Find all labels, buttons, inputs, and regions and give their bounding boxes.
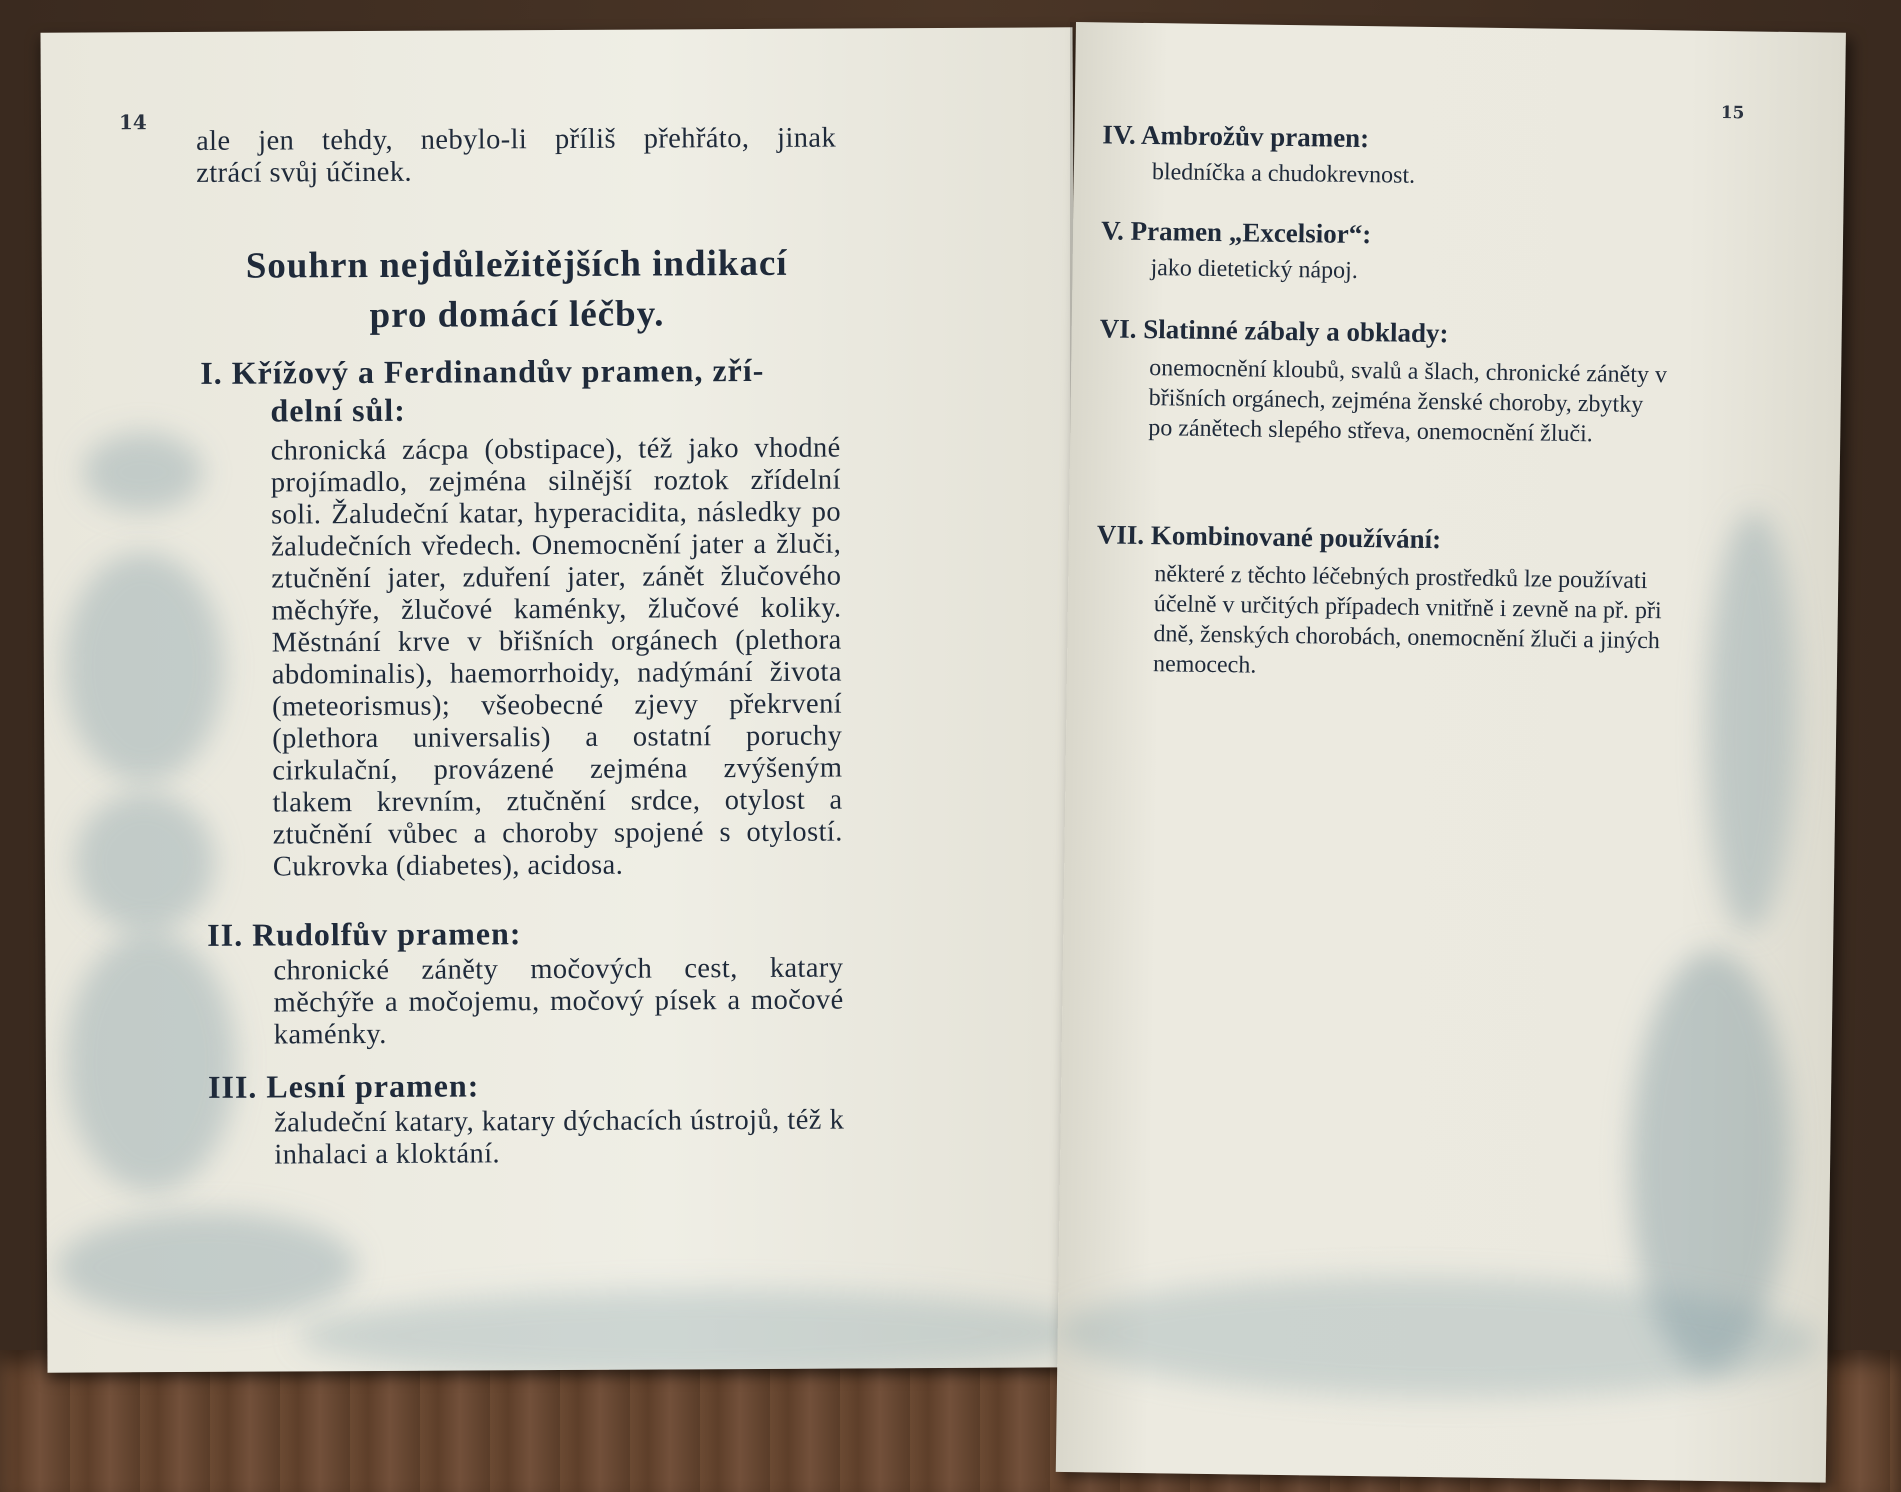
section-iii <box>208 1065 845 1172</box>
wash-cloud <box>83 432 203 513</box>
section-iv <box>1102 118 1673 194</box>
title-line: pro domácí léčby. <box>369 293 665 336</box>
section-heading: VI. Slatinné zábaly a obklady: <box>1099 313 1449 349</box>
wash-cloud <box>74 792 215 933</box>
wash-cloud <box>63 552 224 783</box>
intro-line: ztrácí svůj účinek. <box>196 156 413 189</box>
section-body: onemocnění kloubů, svalů a šlach, chronické záněty v břišních orgánech, zejména ženské choroby, zbytky po zánětech slepého střeva, onemocnění žluči. <box>1148 355 1668 448</box>
left-page <box>40 27 1079 1372</box>
section-body: jako dietetický nápoj. <box>1150 255 1359 284</box>
wash-trees <box>1703 511 1799 932</box>
section-body: chronické záněty močových cest, katary měchýře a močojemu, močový písek a močové kaménky. <box>273 952 844 1051</box>
section-vii <box>1095 518 1667 686</box>
title-line: Souhrn nejdůležitějších indikací <box>245 242 788 287</box>
page-number: 15 <box>1720 103 1745 124</box>
page-title <box>197 239 838 342</box>
right-page <box>1056 22 1846 1483</box>
section-heading: VII. Kombinované používání: <box>1096 519 1442 555</box>
intro-line: ale jen tehdy, nebylo-li příliš přehřáto, jinak <box>195 122 837 157</box>
section-body: žaludeční katary, katary dýchacích ústrojů, též k inhalaci a kloktání. <box>274 1104 845 1171</box>
section-heading: delní sůl: <box>270 391 406 429</box>
section-heading: I. Křížový a Ferdinandův pramen, zří- <box>200 351 765 391</box>
section-heading: III. Lesní pramen: <box>207 1067 480 1105</box>
section-body: chronická zácpa (obstipace), též jako vhodné projímadlo, zejména silnější roztok zřídelní soli. Žaludeční katar, hyperacidita, následky po žaludečních vředech. Onemocnění jater a žluči, ztučnění jater, zduření jater, zánět žlučového měchýře, žlučové kaménky, žlučové koliky. Městnání krve v břišních orgánech (plethora abdominalis), haemorrhoidy, nadýmání života (meteorismus); všeobecné zjevy překrvení (plethora universalis) a ostatní poruchy cirkulační, provázené zejména zvýšeným tlakem krevním, ztučnění srdce, otylost a ztučnění vůbec a choroby spojené s otylostí. Cukrovka (diabetes), acidosa. <box>270 432 843 883</box>
section-heading: II. Rudolfův pramen: <box>207 915 522 953</box>
section-body: některé z těchto léčebných prostředků lze používati účelně v určitých případech vnitřně i zevně na př. při dně, ženských chorobách, onemocnění žluči a jiných nemocech. <box>1152 561 1662 679</box>
section-heading: V. Pramen „Excelsior“: <box>1100 215 1372 250</box>
section-vi <box>1098 312 1670 450</box>
intro-text <box>196 123 836 190</box>
section-heading: IV. Ambrožův pramen: <box>1102 119 1370 154</box>
section-ii <box>207 913 844 1052</box>
section-i <box>200 351 843 884</box>
wash-shore <box>57 1211 358 1323</box>
section-v <box>1100 214 1671 290</box>
page-number: 14 <box>118 110 147 135</box>
section-body: bledníčka a chudokrevnost. <box>1151 159 1416 189</box>
wash-hills <box>297 1287 1079 1372</box>
